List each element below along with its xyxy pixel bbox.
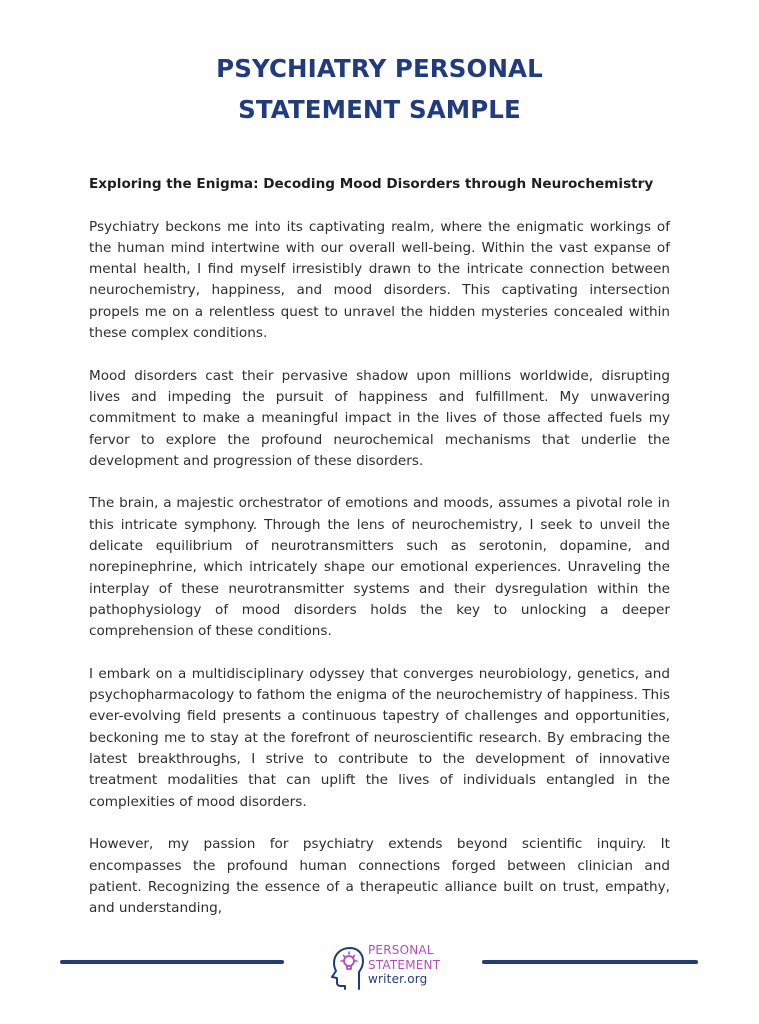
logo-wordmark bbox=[368, 943, 440, 987]
statement-subtitle: Exploring the Enigma: Decoding Mood Disorders through Neurochemistry bbox=[89, 176, 654, 192]
footer-divider-right bbox=[482, 960, 698, 964]
statement-body bbox=[89, 174, 670, 941]
title-line-2: STATEMENT SAMPLE bbox=[238, 95, 521, 124]
paragraph-2: Mood disorders cast their pervasive shadow upon millions worldwide, disrupting lives and impeding the pursuit of happiness and fulfillment. My unwavering commitment to make a meaningful impact in the lives of those affected fuels my fervor to explore the profound neurochemical mechanisms that underlie the development and progression of these disorders. bbox=[89, 367, 670, 469]
logo-line-1: PERSONAL bbox=[368, 943, 434, 957]
paragraph-4: I embark on a multidisciplinary odyssey that converges neurobiology, genetics, and psychopharmacology to fathom the enigma of the neurochemistry of happiness. This ever-evolving field presents a continuous tapestry of challenges and opportunities, beckoning me to stay at the forefront of neuroscientific research. By embracing the latest breakthroughs, I strive to contribute to the development of innovative treatment modalities that can uplift the lives of individuals entangled in the complexities of mood disorders. bbox=[89, 665, 670, 810]
footer-divider-left bbox=[60, 960, 284, 964]
footer-logo[interactable] bbox=[330, 942, 460, 992]
logo-line-3: writer.org bbox=[368, 972, 428, 986]
page-title bbox=[0, 48, 759, 130]
head-lightbulb-icon bbox=[330, 944, 366, 990]
paragraph-1: Psychiatry beckons me into its captivating realm, where the enigmatic workings of the human mind intertwine with our overall well-being. Within the vast expanse of mental health, I find myself irresistibly drawn to the intricate connection between neurochemistry, happiness, and mood disorders. This captivating intersection propels me on a relentless quest to unravel the hidden mysteries concealed within these complex conditions. bbox=[89, 218, 670, 342]
logo-line-2: STATEMENT bbox=[368, 957, 441, 972]
paragraph-3: The brain, a majestic orchestrator of emotions and moods, assumes a pivotal role in this intricate symphony. Through the lens of neurochemistry, I seek to unveil the delicate equilibrium of neurotransmitters such as serotonin, dopamine, and norepinephrine, which intricately shape our emotional experiences. Unraveling the interplay of these neurotransmitter systems and their dysregulation within the pathophysiology of mood disorders holds the key to unlocking a deeper comprehension of these conditions. bbox=[89, 495, 670, 640]
title-line-1: PSYCHIATRY PERSONAL bbox=[216, 54, 543, 83]
paragraph-5: However, my passion for psychiatry extends beyond scientific inquiry. It encompasses the profound human connections forged between clinician and patient. Recognizing the essence of a therapeutic alliance built on trust, empathy, and understanding, bbox=[89, 836, 670, 917]
